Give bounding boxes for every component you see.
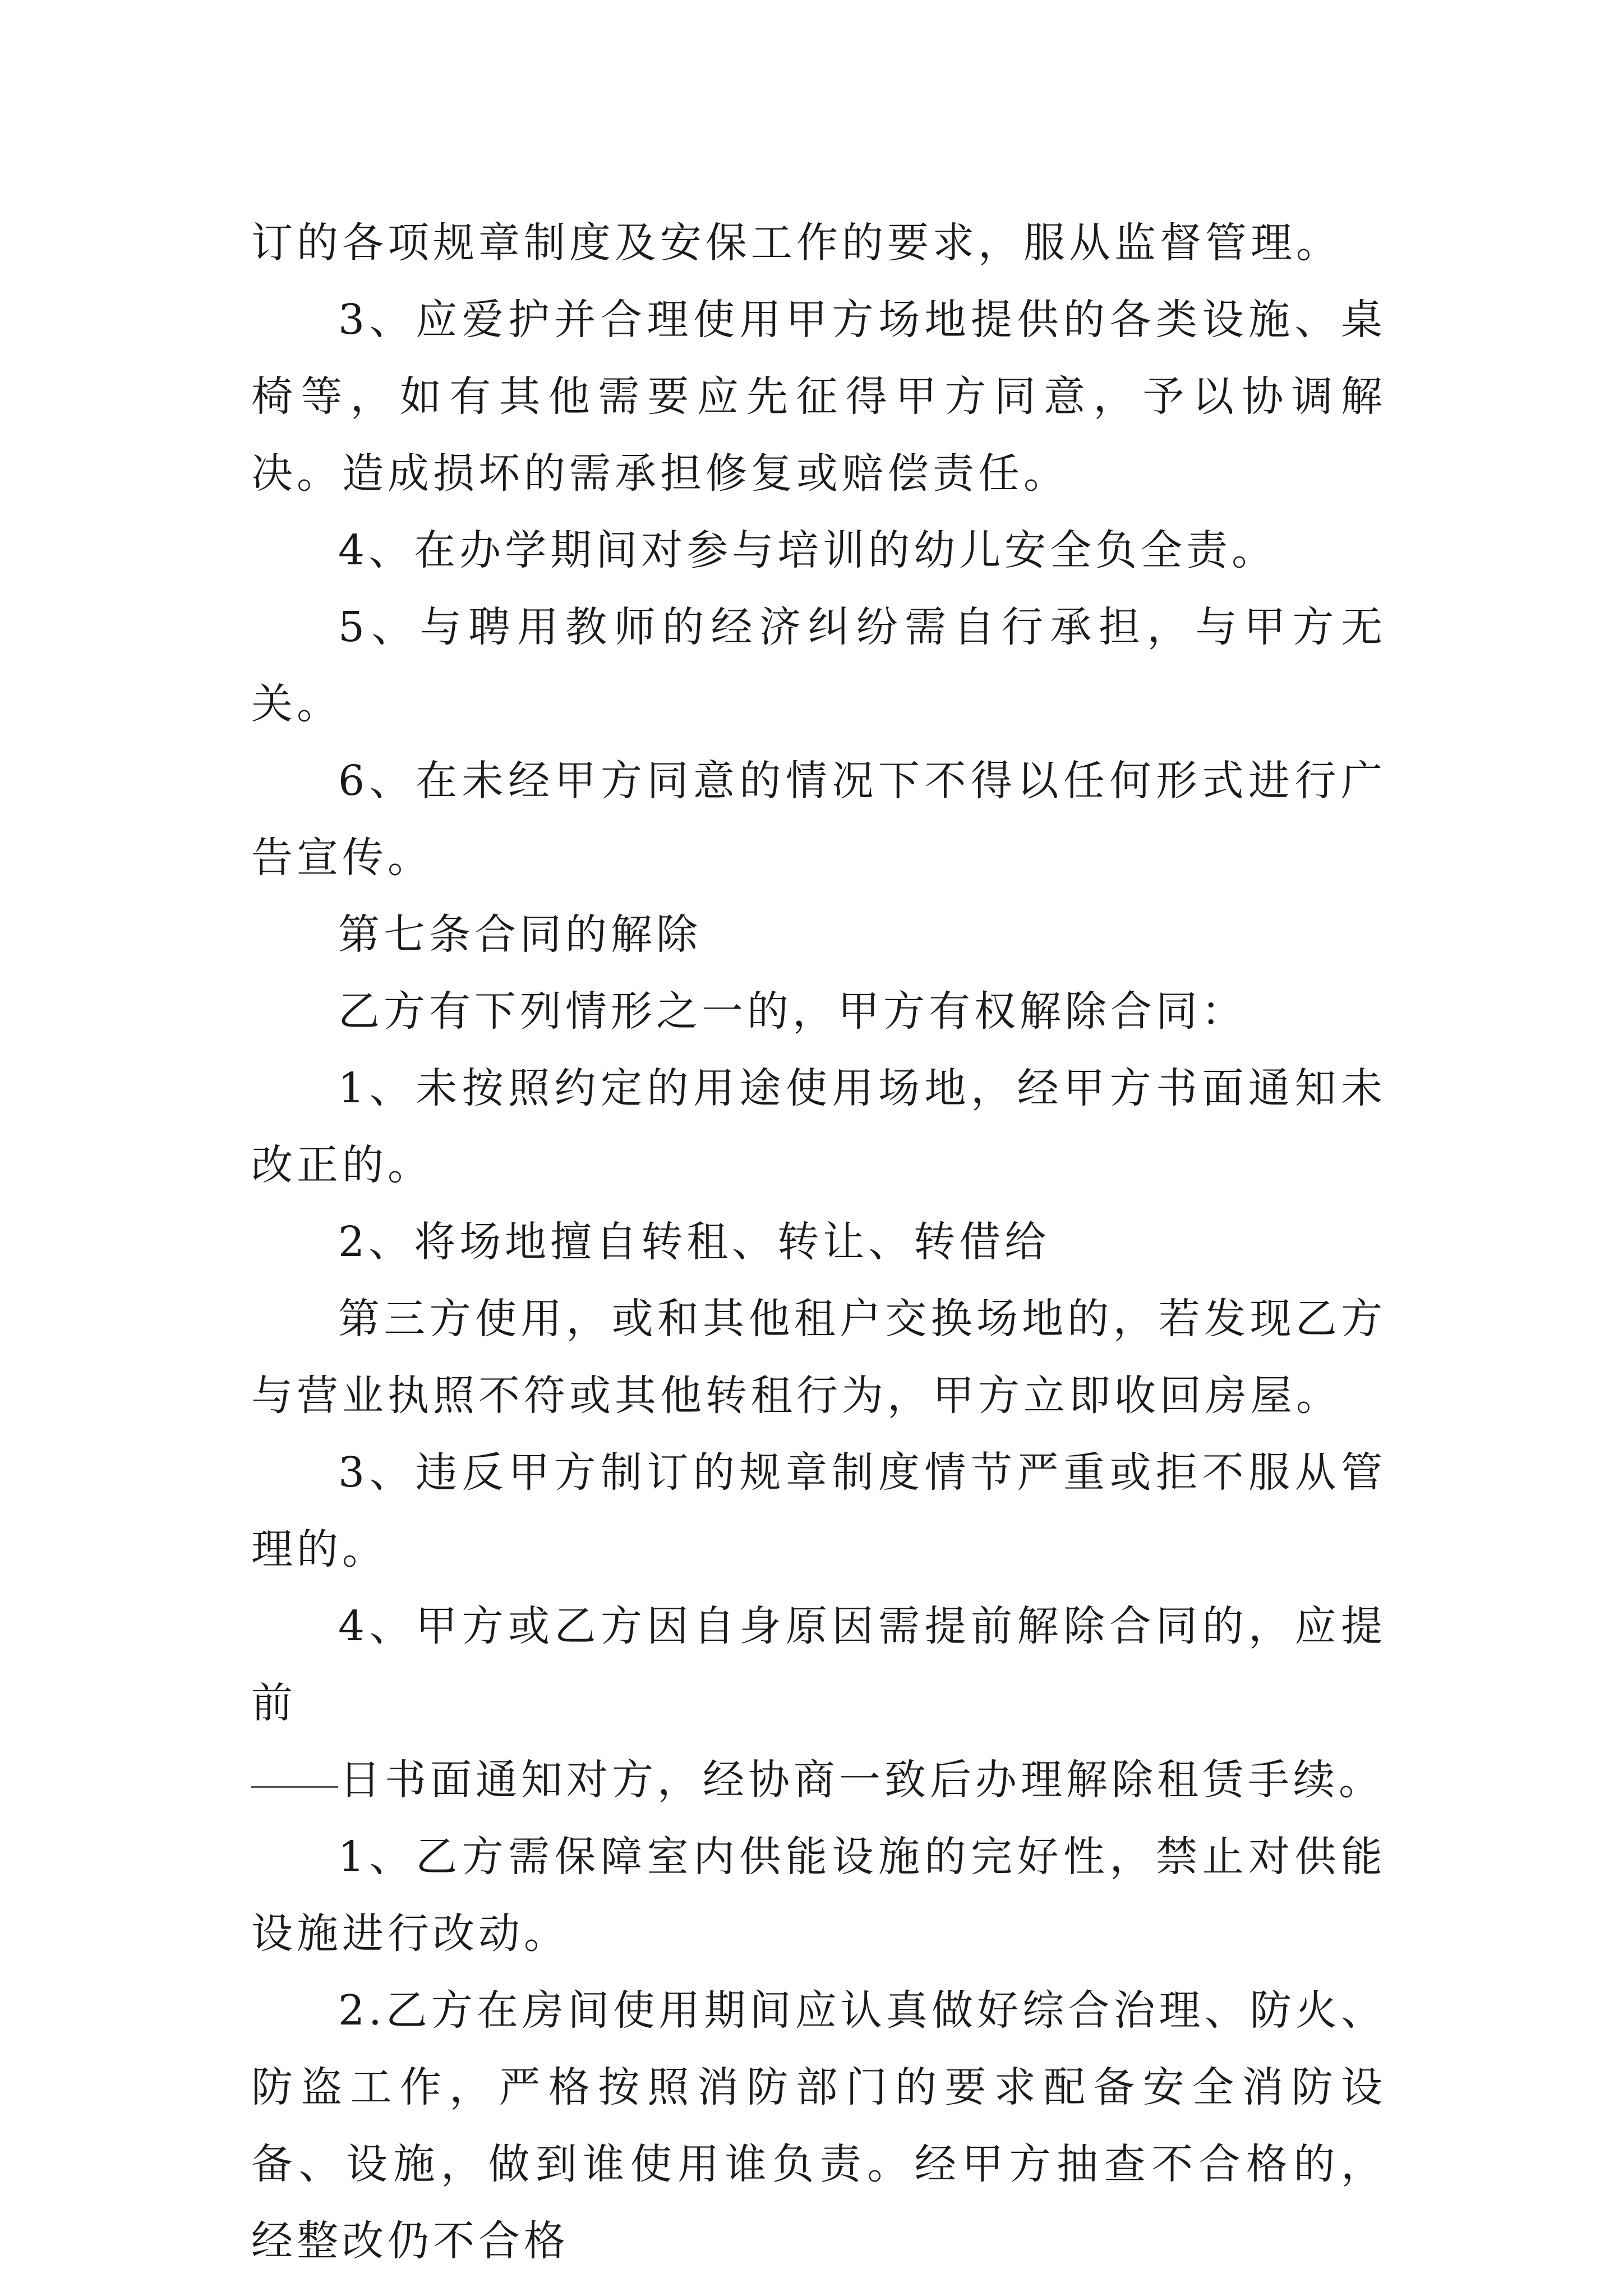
paragraph-intro: 乙方有下列情形之一的，甲方有权解除合同： [338,987,1247,1036]
paragraph-notice-days [251,1742,1386,1819]
paragraph-third-party: 第三方使用，或和其他租户交换场地的，若发现乙方与营业执照不符或其他转租行为，甲方立即收回房屋。 [251,1295,1386,1420]
section-heading: 第七条合同的解除 [338,910,702,959]
paragraph-termination-3: 3、违反甲方制订的规章制度情节严重或拒不服从管理的。 [251,1448,1386,1573]
paragraph-termination-4: 4、甲方或乙方因自身原因需提前解除合同的，应提前 [251,1602,1386,1727]
paragraph-item-5: 5、与聘用教师的经济纠纷需自行承担，与甲方无关。 [251,603,1386,728]
paragraph-item-6: 6、在未经甲方同意的情况下不得以任何形式进行广告宣传。 [251,757,1386,882]
paragraph-facility-1: 1、乙方需保障室内供能设施的完好性，禁止对供能设施进行改动。 [251,1833,1386,1958]
fill-in-blank [251,1786,338,1788]
paragraph-termination-1: 1、未按照约定的用途使用场地，经甲方书面通知未改正的。 [251,1064,1386,1189]
paragraph-facility-2: 2.乙方在房间使用期间应认真做好综合治理、防火、防盗工作，严格按照消防部门的要求配备安全消防设备、设施，做到谁使用谁负责。经甲方抽查不合格的，经整改仍不合格 [251,1986,1386,2265]
paragraph: 订的各项规章制度及安保工作的要求，服从监督管理。 [251,219,1341,267]
notice-days-text: 日书面通知对方，经协商一致后办理解除租赁手续。 [339,1756,1384,1804]
document-body [251,205,1386,2280]
paragraph-item-3: 3、应爱护并合理使用甲方场地提供的各类设施、桌椅等，如有其他需要应先征得甲方同意，予以协调解决。造成损坏的需承担修复或赔偿责任。 [251,296,1386,498]
paragraph-termination-2: 2、将场地擅自转租、转让、转借给 [338,1218,1050,1266]
paragraph-item-4: 4、在办学期间对参与培训的幼儿安全负全责。 [338,526,1278,574]
